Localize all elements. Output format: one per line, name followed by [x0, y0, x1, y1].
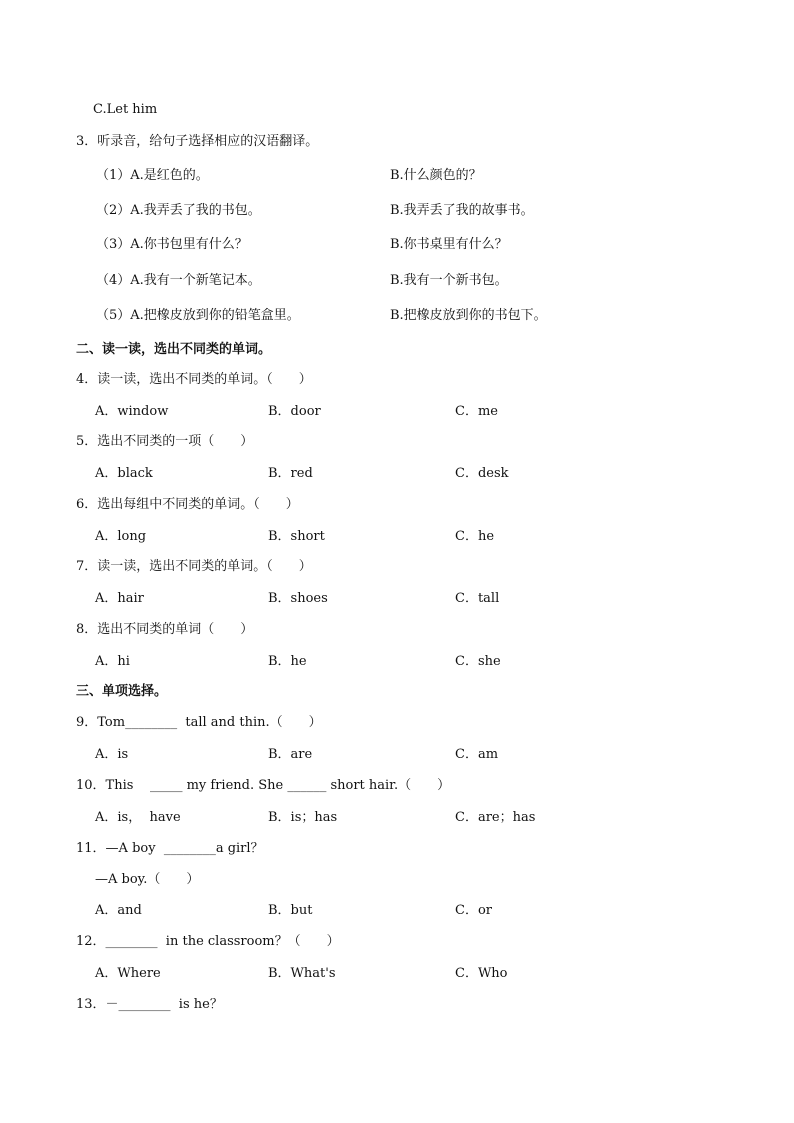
- q3-item-1-left: （1）A.是红色的。: [96, 168, 209, 183]
- q4-option-c: C．me: [455, 404, 498, 419]
- q3-item-3-right: B.你书桌里有什么？: [390, 237, 508, 252]
- q6-option-c: C．he: [455, 529, 495, 544]
- q11-option-a: A．and: [95, 903, 142, 918]
- q9-option-b: B．are: [268, 747, 313, 762]
- q8-option-a: A．hi: [95, 654, 130, 669]
- q10-option-b: B．is；has: [268, 810, 338, 825]
- carry-over-option: C.Let him: [93, 102, 158, 117]
- section-3-heading: 三、单项选择。: [76, 684, 168, 699]
- q3-item-2-left: （2）A.我弄丢了我的书包。: [96, 203, 261, 218]
- question-11-response: —A boy.（ ）: [95, 872, 200, 887]
- q3-item-4-left: （4）A.我有一个新笔记本。: [96, 273, 261, 288]
- q12-option-c: C．Who: [455, 966, 508, 981]
- q11-option-c: C．or: [455, 903, 492, 918]
- q3-item-1-right: B.什么颜色的？: [390, 168, 482, 183]
- q5-option-c: C．desk: [455, 466, 509, 481]
- question-8-stem: 8．选出不同类的单词（ ）: [76, 622, 254, 637]
- question-7-stem: 7．读一读，选出不同类的单词。（ ）: [76, 559, 312, 574]
- q3-item-5-left: （5）A.把橡皮放到你的铅笔盒里。: [96, 308, 300, 323]
- q3-item-4-right: B.我有一个新书包。: [390, 273, 508, 288]
- q8-option-b: B．he: [268, 654, 307, 669]
- q3-item-2-right: B.我弄丢了我的故事书。: [390, 203, 534, 218]
- question-13-stem: 13．－________ is he？: [76, 997, 223, 1012]
- q5-option-b: B．red: [268, 466, 313, 481]
- question-12-stem: 12．________ in the classroom？（ ）: [76, 934, 340, 949]
- q3-item-3-left: （3）A.你书包里有什么？: [96, 237, 248, 252]
- q9-option-a: A．is: [95, 747, 129, 762]
- q3-item-5-right: B.把橡皮放到你的书包下。: [390, 308, 547, 323]
- q7-option-c: C．tall: [455, 591, 500, 606]
- q12-option-b: B．What's: [268, 966, 336, 981]
- question-9-stem: 9．Tom________ tall and thin.（ ）: [76, 715, 322, 730]
- question-11-stem: 11．—A boy ________a girl？: [76, 841, 264, 856]
- q8-option-c: C．she: [455, 654, 501, 669]
- q12-option-a: A．Where: [95, 966, 161, 981]
- q10-option-a: A．is， have: [95, 810, 181, 825]
- question-5-stem: 5．选出不同类的一项（ ）: [76, 434, 254, 449]
- q7-option-b: B．shoes: [268, 591, 328, 606]
- q5-option-a: A．black: [95, 466, 153, 481]
- q9-option-c: C．am: [455, 747, 499, 762]
- q10-option-c: C．are；has: [455, 810, 536, 825]
- q11-option-b: B．but: [268, 903, 313, 918]
- section-2-heading: 二、读一读，选出不同类的单词。: [76, 342, 272, 357]
- question-4-stem: 4．读一读，选出不同类的单词。（ ）: [76, 372, 312, 387]
- question-6-stem: 6．选出每组中不同类的单词。（ ）: [76, 497, 299, 512]
- q4-option-b: B．door: [268, 404, 321, 419]
- q6-option-b: B．short: [268, 529, 325, 544]
- q6-option-a: A．long: [95, 529, 147, 544]
- question-3-stem: 3．听录音，给句子选择相应的汉语翻译。: [76, 134, 319, 149]
- q4-option-a: A．window: [95, 404, 169, 419]
- question-10-stem: 10．This _____ my friend. She ______ short hair.（ ）: [76, 778, 451, 793]
- q7-option-a: A．hair: [95, 591, 144, 606]
